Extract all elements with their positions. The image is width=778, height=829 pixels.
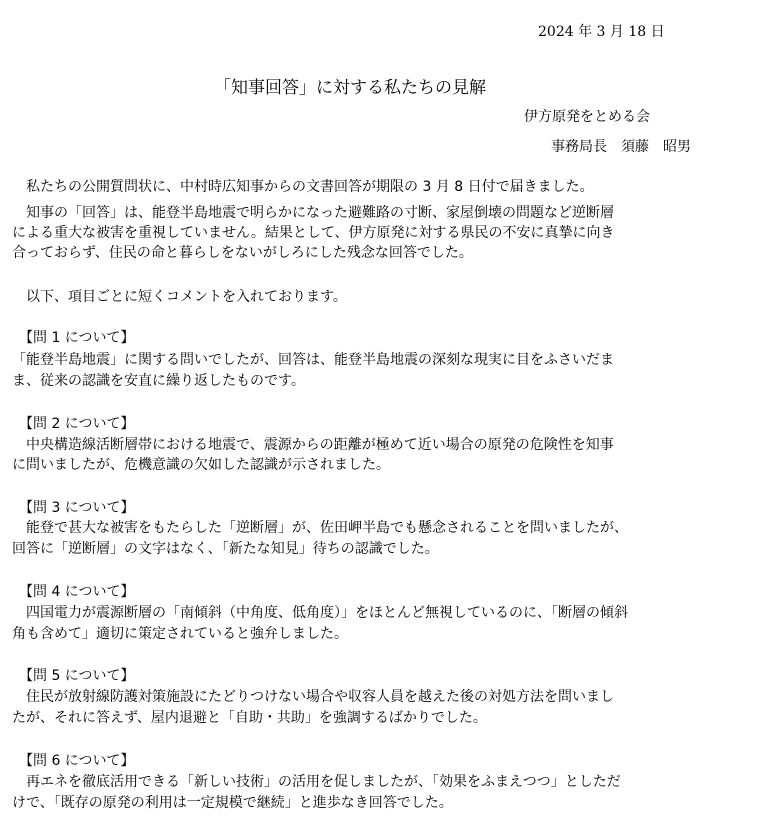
document-date: 2024 年 3 月 18 日: [538, 24, 665, 40]
intro-paragraph-2-line-3: 合っておらず、住民の命と暮らしをないがしろにした残念な回答でした。: [12, 245, 473, 261]
intro-paragraph-2-line-1: 知事の「回答」は、能登半島地震で明らかになった避難路の寸断、家屋倒壊の問題など逆断層: [12, 205, 614, 221]
document-title: 「知事回答」に対する私たちの見解: [214, 78, 486, 98]
organization-name: 伊方原発をとめる会: [524, 109, 650, 125]
section-1-line-1: 「能登半島地震」に関する問いでしたが、回答は、能登半島地震の深刻な現実に目をふさいだま: [12, 352, 614, 368]
section-1-line-2: ま、従来の認識を安直に繰り返したものです。: [12, 373, 305, 389]
section-1-heading: 【問 1 について】: [12, 330, 135, 346]
section-4-line-1: 四国電力が震源断層の「南傾斜（中角度、低角度）」をほとんど無視しているのに、「断層の傾斜: [12, 605, 628, 621]
section-3-line-2: 回答に「逆断層」の文字はなく、「新たな知見」待ちの認識でした。: [12, 541, 439, 557]
section-2-line-2: に問いましたが、危機意識の欠如した認識が示されました。: [12, 457, 390, 473]
section-4-line-2: 角も含めて」適切に策定されていると強弁しました。: [12, 626, 348, 642]
section-5-heading: 【問 5 について】: [12, 668, 135, 684]
section-3-line-1: 能登で甚大な被害をもたらした「逆断層」が、佐田岬半島でも懸念されることを問いましたが、: [12, 520, 628, 536]
section-6-line-2: けで、「既存の原発の利用は一定規模で継続」と進歩なき回答でした。: [12, 795, 453, 811]
intro-paragraph-1: 私たちの公開質問状に、中村時広知事からの文書回答が期限の 3 月 8 日付で届きました。: [12, 179, 594, 195]
section-3-heading: 【問 3 について】: [12, 500, 135, 516]
section-5-line-1: 住民が放射線防護対策施設にたどりつけない場合や収容人員を越えた後の対処方法を問いまし: [12, 689, 614, 705]
section-5-line-2: たが、それに答えず、屋内退避と「自助・共助」を強調するばかりでした。: [12, 710, 487, 726]
section-6-line-1: 再エネを徹底活用できる「新しい技術」の活用を促しましたが、「効果をふまえつつ」としただ: [12, 774, 621, 790]
section-4-heading: 【問 4 について】: [12, 584, 135, 600]
author-name: 事務局長 須藤 昭男: [551, 139, 691, 155]
section-2-line-1: 中央構造線活断層帯における地震で、震源からの距離が極めて近い場合の原発の危険性を知事: [12, 437, 614, 453]
intro-paragraph-2-line-2: による重大な被害を重視していません。結果として、伊方原発に対する県民の不安に真摯に向き: [12, 225, 615, 241]
section-2-heading: 【問 2 について】: [12, 416, 135, 432]
section-6-heading: 【問 6 について】: [12, 753, 135, 769]
intro-paragraph-3: 以下、項目ごとに短くコメントを入れております。: [12, 289, 347, 305]
